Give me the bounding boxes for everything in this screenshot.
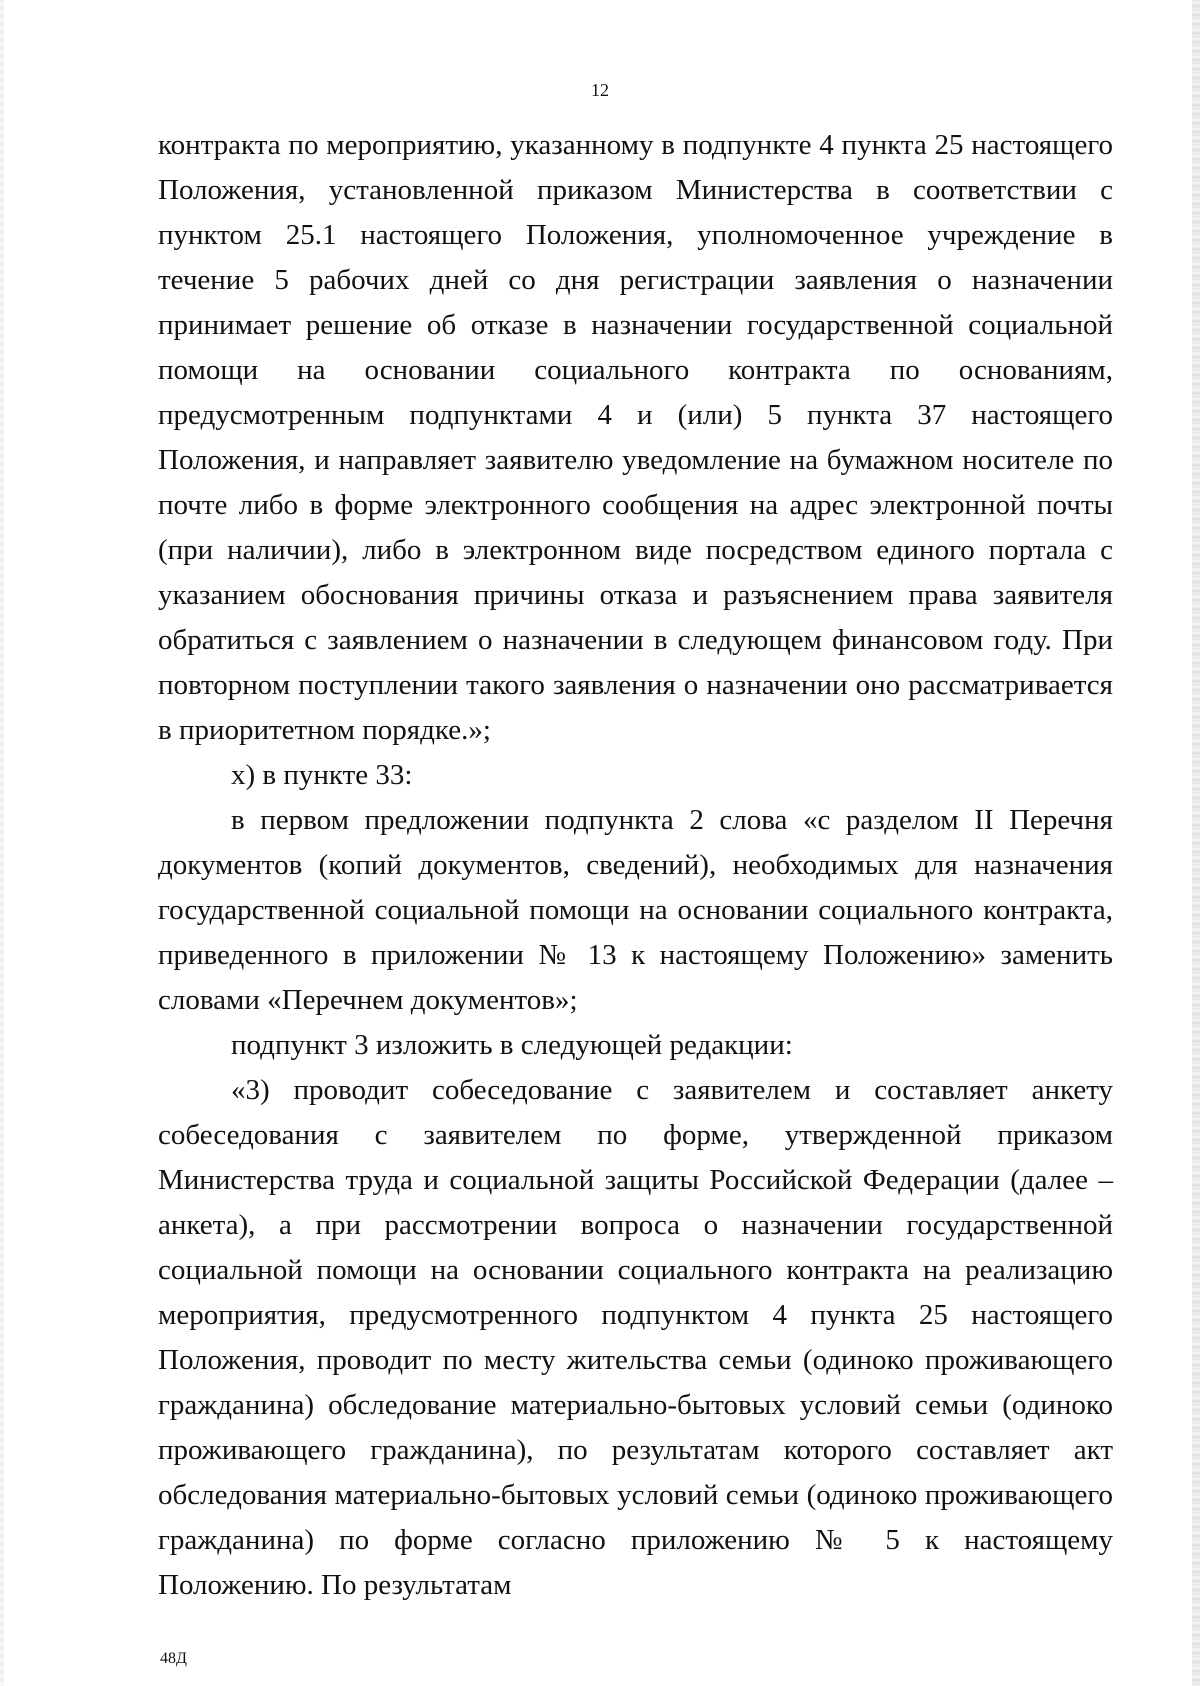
scan-edge-right [1192, 0, 1200, 1686]
page-number: 12 [591, 80, 609, 100]
paragraph-continuation: контракта по мероприятию, указанному в подпункте 4 пункта 25 настоящего Положения, установленной приказом Министерства в соответствии с пунктом 25.1 настоящего Положения, уполномоченное учреждение в течение 5 рабочих дней со дня регистрации заявления о назначении принимает решение об отказе в назначении государственной социальной помощи на основании социального контракта по основаниям, предусмотренным подпунктами 4 и (или) 5 пункта 37 настоящего Положения, и направляет заявителю уведомление на бумажном носителе по почте либо в форме электронного сообщения на адрес электронной почты (при наличии), либо в электронном виде посредством единого портала с указанием обоснования причины отказа и разъяснением права заявителя обратиться с заявлением о назначении в следующем финансовом году. При повторном поступлении такого заявления о назначении оно рассматривается в приоритетном порядке.»; [158, 129, 1113, 746]
scan-edge-left [0, 0, 4, 1686]
paragraph-item-x: х) в пункте 33: [231, 759, 413, 791]
paragraph-subpoint-3-text: «3) проводит собеседование с заявителем и составляет анкету собеседования с заявителем по форме, утвержденной приказом Министерства труда и социальной защиты Российской Федерации (далее – анкета), а при рассмотрении вопроса о назначении государственной социальной помощи на основании социального контракта на реализацию мероприятия, предусмотренного подпунктом 4 пункта 25 настоящего Положения, проводит по месту жительства семьи (одиноко проживающего гражданина) обследование материально-бытовых условий семьи (одиноко проживающего гражданина), по результатам которого составляет акт обследования материально-бытовых условий семьи (одиноко проживающего гражданина) по форме согласно приложению № 5 к настоящему Положению. По результатам [158, 1074, 1113, 1601]
paragraph-subpoint-3-intro: подпункт 3 изложить в следующей редакции: [231, 1029, 793, 1061]
document-body [158, 123, 1113, 1608]
footer-code: 48Д [160, 1650, 187, 1667]
paragraph-subpoint-2: в первом предложении подпункта 2 слова «с разделом II Перечня документов (копий документов, сведений), необходимых для назначения государственной социальной помощи на основании социального контракта, приведенного в приложении № 13 к настоящему Положению» заменить словами «Перечнем документов»; [158, 804, 1113, 1016]
